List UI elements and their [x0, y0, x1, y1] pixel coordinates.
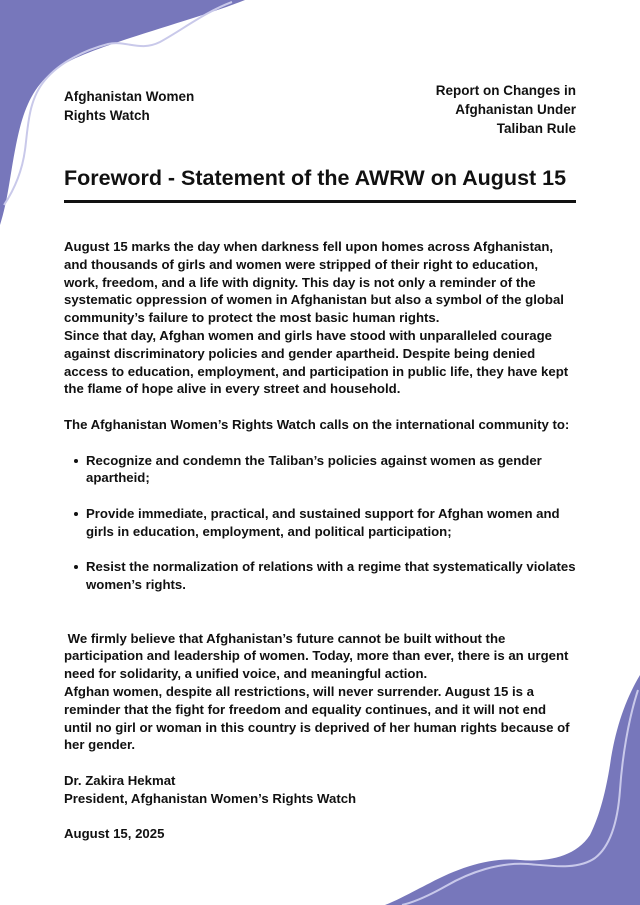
statement-date: August 15, 2025: [64, 826, 165, 842]
page-title: Foreword - Statement of the AWRW on August 15: [64, 166, 567, 190]
list-item: Provide immediate, practical, and sustained support for Afghan women and girls in education, employment, and political participation;: [86, 505, 576, 541]
org-line-1: Afghanistan Women: [64, 89, 195, 104]
organization-name: [64, 87, 234, 125]
statement-body: [64, 238, 576, 843]
paragraph-2: Since that day, Afghan women and girls have stood with unparalleled courage against discriminatory policies and gender apartheid. Despite being denied access to education, employment, and participation in public life, they have kept the flame of hope alive in every street and household.: [64, 327, 569, 397]
title-divider: [64, 200, 576, 203]
signature-name: Dr. Zakira Hekmat: [64, 772, 176, 788]
org-line-2: Rights Watch: [64, 108, 150, 123]
report-line-1: Report on Changes in: [435, 83, 576, 98]
paragraph-4: Afghan women, despite all restrictions, will never surrender. August 15 is a reminder that the fight for freedom and equality continues, and it will not end until no girl or woman in this country is deprived of her human rights because of her gender.: [64, 683, 570, 753]
report-title: [376, 81, 576, 138]
report-line-3: Taliban Rule: [496, 121, 576, 136]
signature-role: President, Afghanistan Women’s Rights Watch: [64, 790, 357, 806]
list-item: Resist the normalization of relations with a regime that systematically violates women’s rights.: [86, 559, 576, 593]
report-line-2: Afghanistan Under: [455, 102, 576, 117]
demands-list: [64, 452, 576, 594]
list-item: Recognize and condemn the Taliban’s policies against women as gender apartheid;: [86, 452, 576, 488]
paragraph-1: August 15 marks the day when darkness fell upon homes across Afghanistan, and thousands of girls and women were stripped of their right to education, work, freedom, and a life with dignity. This day is not only a reminder of the systematic oppression of women in Afghanistan but also a symbol of the global community’s failure to protect the most basic human rights.: [64, 239, 564, 326]
paragraph-3: We firmly believe that Afghanistan’s future cannot be built without the participation and leadership of women. Today, more than ever, there is an urgent need for solidarity, a unified voice, and meaningful action.: [64, 630, 573, 682]
call-to-action: The Afghanistan Women’s Rights Watch calls on the international community to:: [64, 416, 570, 432]
